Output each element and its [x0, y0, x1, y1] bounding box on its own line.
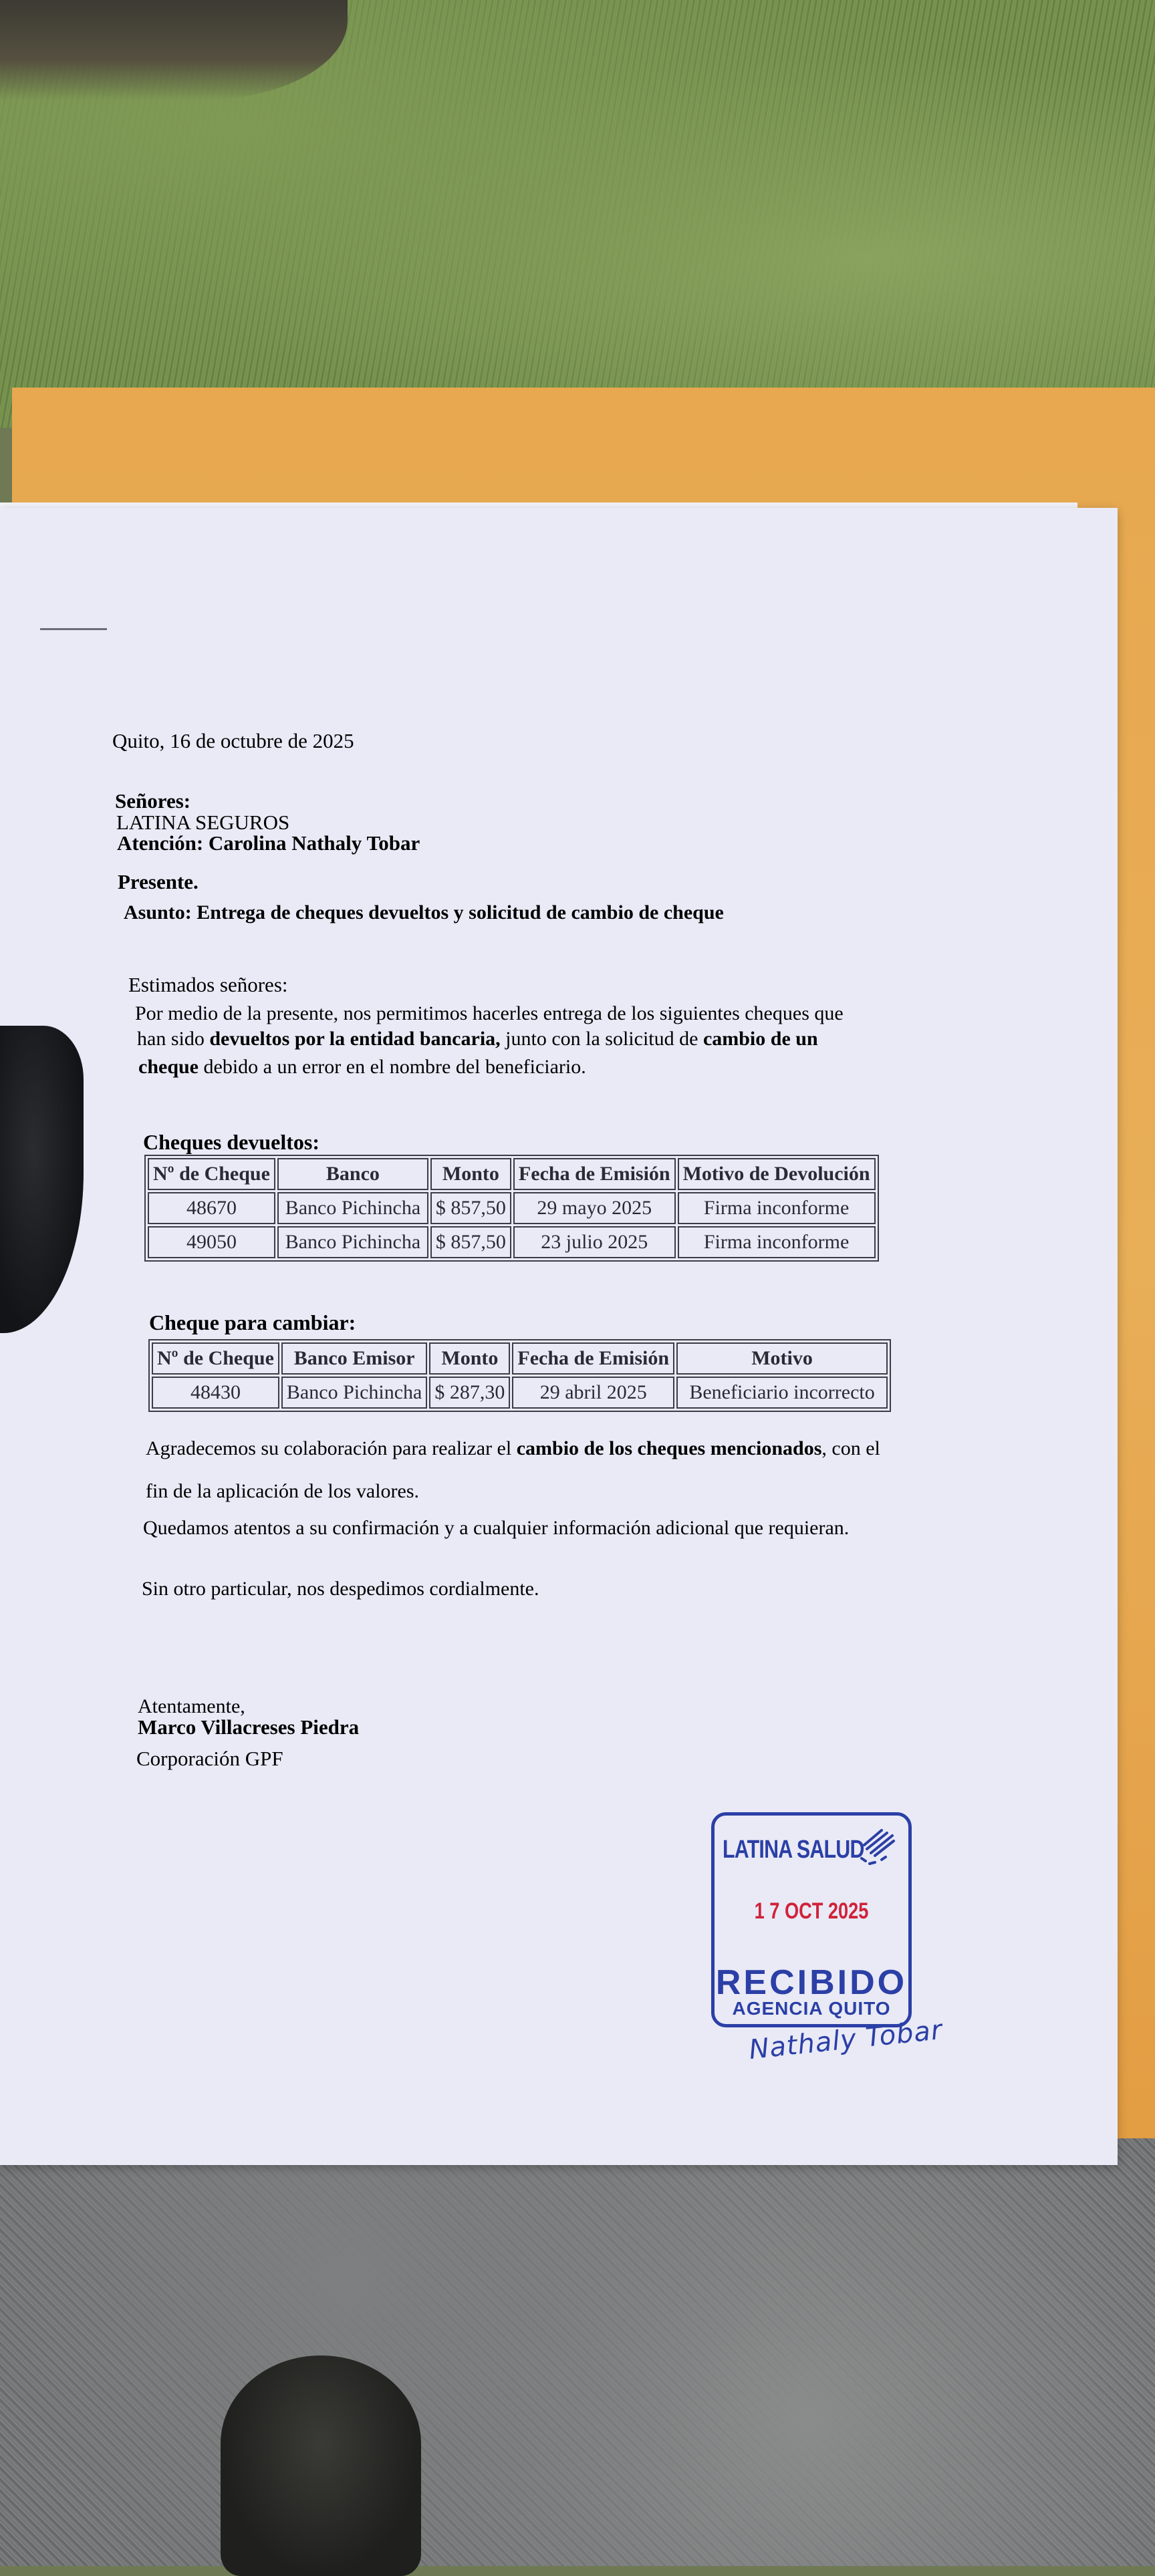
header-cell: Banco Emisor — [281, 1342, 427, 1375]
intro-text: debido a un error en el nombre del beneficiario. — [199, 1056, 586, 1078]
salutation-to: Señores: — [115, 789, 191, 813]
bank: Banco Pichincha — [281, 1377, 427, 1409]
reason: Beneficiario incorrecto — [676, 1377, 888, 1409]
recipient-company: LATINA SEGUROS — [116, 811, 290, 834]
paper-mark — [40, 628, 107, 630]
header-cell: Monto — [429, 1342, 510, 1375]
issue-date: 29 mayo 2025 — [513, 1192, 676, 1224]
attentive-line: Quedamos atentos a su confirmación y a cualquier información adicional que requieran. — [143, 1517, 850, 1539]
return-reason: Firma inconforme — [678, 1226, 876, 1258]
return-reason: Firma inconforme — [678, 1192, 876, 1224]
issue-date: 23 julio 2025 — [513, 1226, 676, 1258]
intro-text: han sido — [137, 1028, 210, 1050]
stamp-brand: LATINA SALUD — [723, 1836, 864, 1864]
header-cell: Nº de Cheque — [148, 1158, 275, 1190]
greeting: Estimados señores: — [128, 973, 288, 996]
signer-name: Marco Villacreses Piedra — [138, 1715, 360, 1739]
header-cell: Banco — [277, 1158, 428, 1190]
table-header-row — [148, 1158, 876, 1190]
returned-cheques-table — [144, 1155, 879, 1262]
thanks-line-1 — [146, 1436, 880, 1461]
cheque-number: 48430 — [152, 1377, 279, 1409]
change-title: Cheque para cambiar: — [149, 1310, 356, 1334]
amount: $ 857,50 — [430, 1192, 511, 1224]
stamp-date: 1 7 OCT 2025 — [754, 1898, 869, 1924]
signoff: Atentamente, — [138, 1695, 245, 1717]
table-row — [148, 1192, 876, 1224]
cheque-number: 48670 — [148, 1192, 275, 1224]
amount: $ 287,30 — [429, 1377, 510, 1409]
thanks-bold: cambio de los cheques mencionados — [516, 1437, 822, 1459]
thanks-text: , con el — [821, 1437, 880, 1459]
intro-text: junto con la solicitud de — [500, 1028, 703, 1050]
signer-company: Corporación GPF — [136, 1747, 283, 1770]
cheque-number: 49050 — [148, 1226, 275, 1258]
shoe — [221, 2355, 421, 2576]
closing-line: Sin otro particular, nos despedimos cordialmente. — [142, 1578, 539, 1600]
thanks-text: Agradecemos su colaboración para realizar el — [146, 1437, 517, 1459]
handwritten-signature: Nathaly Tobar — [747, 2014, 944, 2066]
header-cell: Motivo — [676, 1342, 888, 1375]
latina-logo-icon — [855, 1828, 896, 1868]
intro-bold: cambio de un — [702, 1028, 818, 1050]
intro-bold: cheque — [138, 1056, 199, 1078]
change-cheque-table — [148, 1339, 891, 1412]
bank: Banco Pichincha — [277, 1226, 428, 1258]
stamp-agency: AGENCIA QUITO — [732, 1998, 891, 2019]
header-cell: Fecha de Emisión — [513, 1158, 676, 1190]
table-row — [152, 1377, 888, 1409]
letter-page — [0, 508, 1118, 2165]
table-row — [148, 1226, 876, 1258]
table-header-row — [152, 1342, 888, 1375]
received-stamp — [711, 1812, 912, 2027]
header-cell: Fecha de Emisión — [512, 1342, 674, 1375]
intro-bold: devueltos por la entidad bancaria, — [209, 1028, 501, 1050]
subject-line: Asunto: Entrega de cheques devueltos y solicitud de cambio de cheque — [124, 901, 724, 923]
stamp-received: RECIBIDO — [715, 1963, 908, 2002]
header-cell: Monto — [430, 1158, 511, 1190]
thanks-line-2: fin de la aplicación de los valores. — [146, 1480, 420, 1502]
recipient-attention: Atención: Carolina Nathaly Tobar — [117, 831, 420, 855]
header-cell: Motivo de Devolución — [678, 1158, 876, 1190]
intro-line-1: Por medio de la presente, nos permitimos hacerles entrega de los siguientes cheques que — [135, 1002, 844, 1024]
recipient-presente: Presente. — [118, 870, 199, 893]
date-line: Quito, 16 de octubre de 2025 — [112, 729, 354, 752]
bank: Banco Pichincha — [277, 1192, 428, 1224]
returned-title: Cheques devueltos: — [143, 1130, 320, 1154]
intro-line-3 — [138, 1054, 586, 1080]
intro-line-2 — [137, 1026, 818, 1052]
amount: $ 857,50 — [430, 1226, 511, 1258]
issue-date: 29 abril 2025 — [512, 1377, 674, 1409]
header-cell: Nº de Cheque — [152, 1342, 279, 1375]
